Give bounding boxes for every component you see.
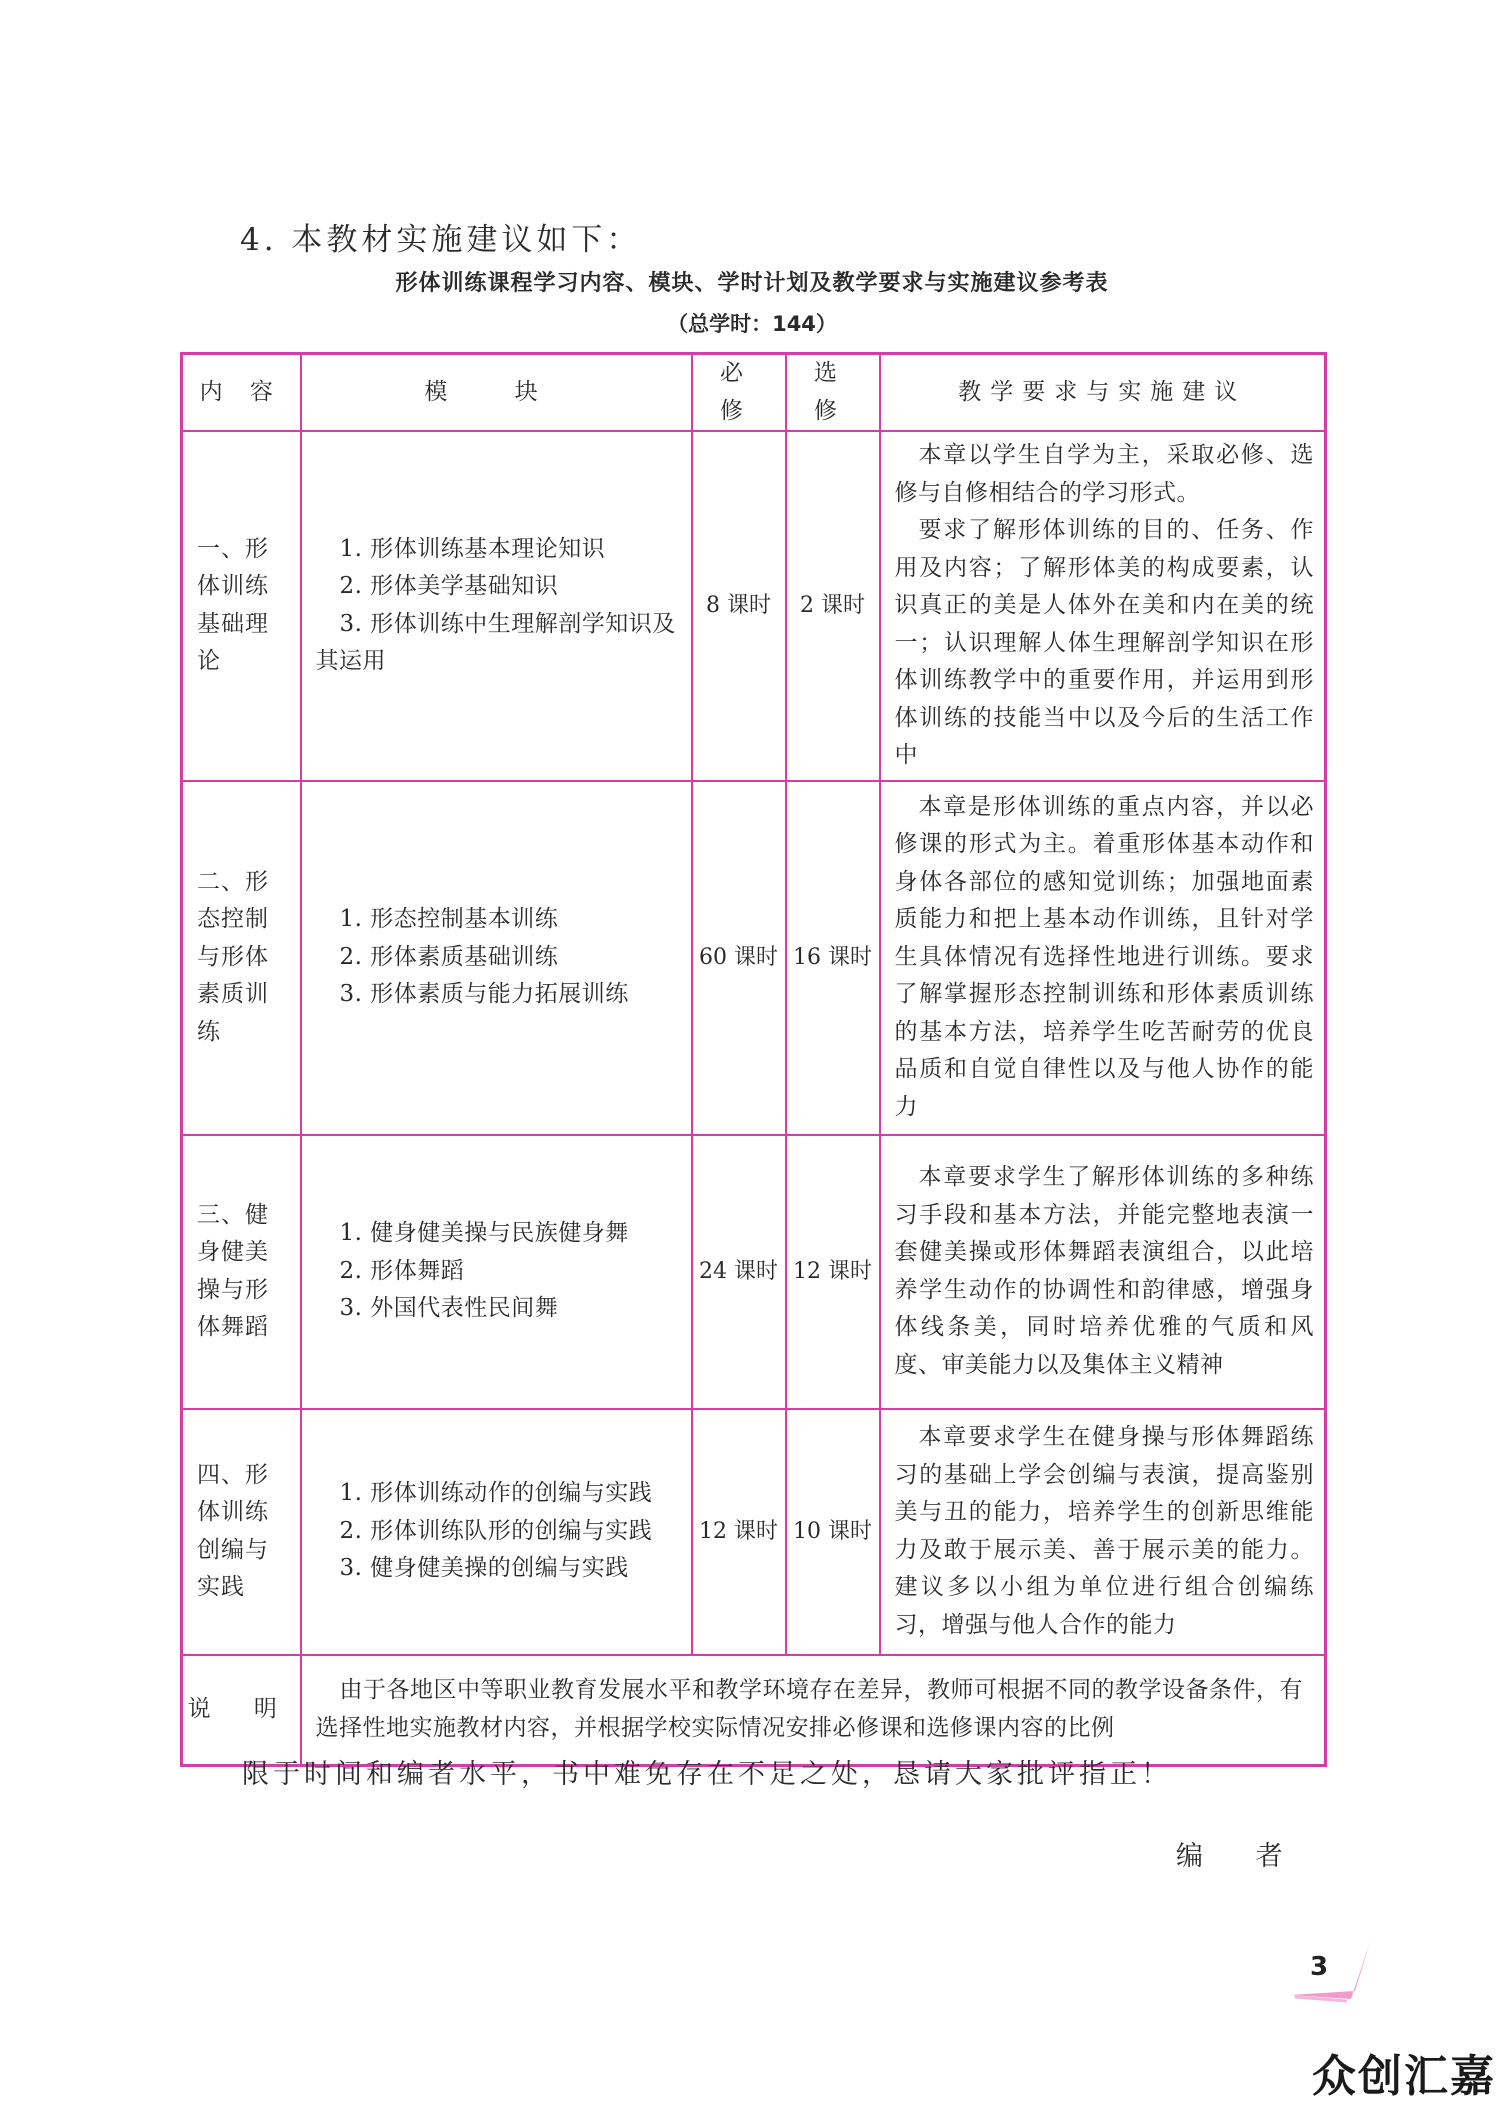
header-advice: 教学要求与实施建议 — [880, 354, 1326, 432]
header-elective: 选 修 — [786, 354, 880, 432]
header-modules: 模 块 — [301, 354, 692, 432]
module-item: 3. 外国代表性民间舞 — [339, 1295, 559, 1322]
note-label: 说 明 — [182, 1655, 301, 1766]
row-modules — [301, 431, 692, 781]
module-item: 2. 形体美学基础知识 — [339, 573, 559, 600]
total-hours: （总学时：144） — [667, 312, 837, 336]
table-row — [182, 781, 1326, 1135]
row-advice — [880, 1409, 1326, 1655]
row-modules — [301, 1409, 692, 1655]
header-required: 必 修 — [692, 354, 786, 432]
advice-paragraph: 本章要求学生了解形体训练的多种练习手段和基本方法，并能完整地表演一套健美操或形体舞蹈表演组合，以此培养学生动作的协调性和韵律感，增强身体线条美，同时培养优雅的气质和风度、审美能力以及集体主义精神 — [894, 1164, 1314, 1378]
table-row — [182, 431, 1326, 781]
row-required-hours: 24 课时 — [692, 1135, 786, 1409]
module-item: 2. 形体素质基础训练 — [339, 943, 559, 970]
advice-paragraph: 本章是形体训练的重点内容，并以必修课的形式为主。着重形体基本动作和身体各部位的感知觉训练；加强地面素质能力和把上基本动作训练，且针对学生具体情况有选择性地进行训练。要求了解掌握形态控制训练和形体素质训练的基本方法，培养学生吃苦耐劳的优良品质和自觉自律性以及与他人协作的能力 — [894, 793, 1314, 1120]
table-note-row — [182, 1655, 1326, 1766]
row-content: 一、形体训练基础理论 — [182, 431, 301, 781]
row-content: 四、形体训练创编与实践 — [182, 1409, 301, 1655]
module-item: 1. 形体训练动作的创编与实践 — [339, 1480, 653, 1507]
row-advice — [880, 431, 1326, 781]
table-row — [182, 1135, 1326, 1409]
advice-paragraph: 本章要求学生在健身操与形体舞蹈练习的基础上学会创编与表演，提高鉴别美与丑的能力，培养学生的创新思维能力及敢于展示美、善于展示美的能力。建议多以小组为单位进行组合创编练习，增强与他人合作的能力 — [894, 1424, 1314, 1638]
note-text: 由于各地区中等职业教育发展水平和教学环境存在差异，教师可根据不同的教学设备条件，有选择性地实施教材内容，并根据学校实际情况安排必修课和选修课内容的比例 — [301, 1655, 1326, 1766]
advice-paragraph: 要求了解形体训练的目的、任务、作用及内容；了解形体美的构成要素，认识真正的美是人体外在美和内在美的统一；认识理解人体生理解剖学知识在形体训练教学中的重要作用，并运用到形体训练的技能当中以及今后的生活工作中 — [894, 517, 1314, 768]
table-title: 形体训练课程学习内容、模块、学时计划及教学要求与实施建议参考表 — [395, 271, 1109, 296]
header-content: 内 容 — [182, 354, 301, 432]
corner-decoration-icon — [1285, 1935, 1375, 2005]
row-required-hours: 8 课时 — [692, 431, 786, 781]
closing-text: 限于时间和编者水平，书中难免存在不足之处，恳请大家批评指正！ — [242, 1759, 1172, 1790]
module-item: 1. 形体训练基本理论知识 — [339, 535, 606, 562]
row-required-hours: 12 课时 — [692, 1409, 786, 1655]
row-elective-hours: 2 课时 — [786, 431, 880, 781]
page-number: 3 — [1310, 1952, 1329, 1982]
row-elective-hours: 12 课时 — [786, 1135, 880, 1409]
row-advice — [880, 781, 1326, 1135]
watermark-logo: 众创汇嘉 — [1312, 2051, 1496, 2102]
author-signature: 编 者 — [1176, 1841, 1305, 1872]
intro-text: 4. 本教材实施建议如下： — [240, 222, 642, 258]
advice-paragraph: 本章以学生自学为主，采取必修、选修与自修相结合的学习形式。 — [894, 442, 1314, 506]
module-item: 1. 形态控制基本训练 — [339, 906, 559, 933]
row-elective-hours: 16 课时 — [786, 781, 880, 1135]
module-item: 3. 形体训练中生理解剖学知识及其运用 — [315, 610, 676, 675]
row-required-hours: 60 课时 — [692, 781, 786, 1135]
module-item: 3. 形体素质与能力拓展训练 — [339, 981, 629, 1008]
row-modules — [301, 1135, 692, 1409]
row-advice — [880, 1135, 1326, 1409]
row-content: 三、健身健美操与形体舞蹈 — [182, 1135, 301, 1409]
table-header-row — [182, 354, 1326, 432]
module-item: 2. 形体训练队形的创编与实践 — [339, 1517, 653, 1544]
table-row — [182, 1409, 1326, 1655]
course-plan-table — [180, 352, 1327, 1767]
module-item: 2. 形体舞蹈 — [339, 1257, 465, 1284]
row-modules — [301, 781, 692, 1135]
row-elective-hours: 10 课时 — [786, 1409, 880, 1655]
module-item: 3. 健身健美操的创编与实践 — [339, 1555, 629, 1582]
module-item: 1. 健身健美操与民族健身舞 — [339, 1220, 629, 1247]
row-content: 二、形态控制与形体素质训练 — [182, 781, 301, 1135]
